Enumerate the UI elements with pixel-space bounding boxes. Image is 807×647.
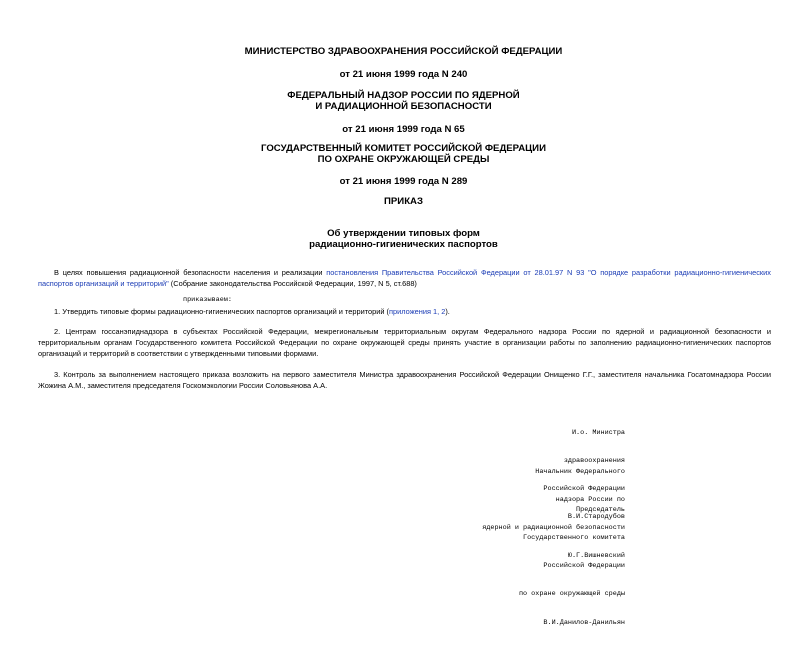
intro-text-before: В целях повышения радиационной безопасности населения и реализации xyxy=(54,268,327,277)
item-1-paragraph xyxy=(38,306,771,317)
order-date-2: от 21 июня 1999 года N 65 xyxy=(342,124,465,135)
signature-line: Российской Федерации xyxy=(543,485,625,494)
signature-line: Государственного комитета xyxy=(523,534,625,543)
signature-block-committee xyxy=(430,487,625,647)
document-type: ПРИКАЗ xyxy=(384,196,423,207)
document-title-line-2: радиационно-гигиенических паспортов xyxy=(309,239,498,250)
signature-line: здравоохранения xyxy=(563,457,625,466)
signature-line: Российской Федерации xyxy=(543,562,625,571)
signature-line: В.И.Стародубов xyxy=(567,513,625,522)
signature-line: Ю.Г.Вишневский xyxy=(567,552,625,561)
intro-paragraph xyxy=(38,267,771,289)
committee-heading-line-1: ГОСУДАРСТВЕННЫЙ КОМИТЕТ РОССИЙСКОЙ ФЕДЕРАЦИИ xyxy=(261,143,546,154)
order-date-3: от 21 июня 1999 года N 289 xyxy=(339,176,468,187)
document-title-line-1: Об утверждении типовых форм xyxy=(327,228,480,239)
signature-line: И.о. Министра xyxy=(571,428,625,437)
order-date-1: от 21 июня 1999 года N 240 xyxy=(339,69,468,80)
ministry-heading: МИНИСТЕРСТВО ЗДРАВООХРАНЕНИЯ РОССИЙСКОЙ ФЕДЕРАЦИИ xyxy=(244,46,563,57)
nadzor-heading-line-2: И РАДИАЦИОННОЙ БЕЗОПАСНОСТИ xyxy=(315,101,492,112)
item-2-paragraph xyxy=(38,326,771,359)
nadzor-heading-line-1: ФЕДЕРАЛЬНЫЙ НАДЗОР РОССИИ ПО ЯДЕРНОЙ xyxy=(287,90,520,101)
signature-line: надзора России по xyxy=(555,496,625,505)
signature-line: ядерной и радиационной безопасности xyxy=(482,524,625,533)
committee-heading-line-2: ПО ОХРАНЕ ОКРУЖАЮЩЕЙ СРЕДЫ xyxy=(317,154,490,165)
item-3-paragraph xyxy=(38,369,771,391)
orders-keyword: приказываем: xyxy=(183,296,232,304)
signature-line: Председатель xyxy=(576,505,625,514)
signature-line: В.И.Данилов-Данильян xyxy=(543,618,625,627)
item-1-text-before: 1. Утвердить типовые формы радиационно-гигиенических паспортов организаций и территорий ( xyxy=(54,307,390,316)
intro-text-after: (Собрание законодательства Российской Федерации, 1997, N 5, ст.688) xyxy=(168,279,417,288)
government-decree-link[interactable]: постановления Правительства Российской Федерации от 28.01.97 N 93 "О порядке разработки радиационно-гигиенических паспортов организаций и территорий" xyxy=(38,268,771,288)
item-3-text: 3. Контроль за выполнением настоящего приказа возложить на первого заместителя Министра здравоохранения Российской Федерации Онищенко Г.Г., заместителя начальника Госатомнадзора России Жожина А.М., заместителя председателя Госкомэкологии России Соловьянова А.А. xyxy=(38,370,771,390)
signature-line: Начальник Федерального xyxy=(535,467,625,476)
item-2-text: 2. Центрам госсанэпиднадзора в субъектах Российской Федерации, межрегиональным территориальным округам Федерального надзора России по ядерной и радиационной безопасности и территориальным органам Государственного комитета Российской Федерации по охране окружающей среды принять участие в организации работы по заполнению радиационно-гигиенических паспортов организаций и территорий в соответствии с утвержденными типовыми формами. xyxy=(38,327,771,358)
appendices-link[interactable]: приложения 1, 2 xyxy=(389,307,446,316)
signature-line: по охране окружающей среды xyxy=(518,590,625,599)
item-1-text-after: ). xyxy=(445,307,450,316)
